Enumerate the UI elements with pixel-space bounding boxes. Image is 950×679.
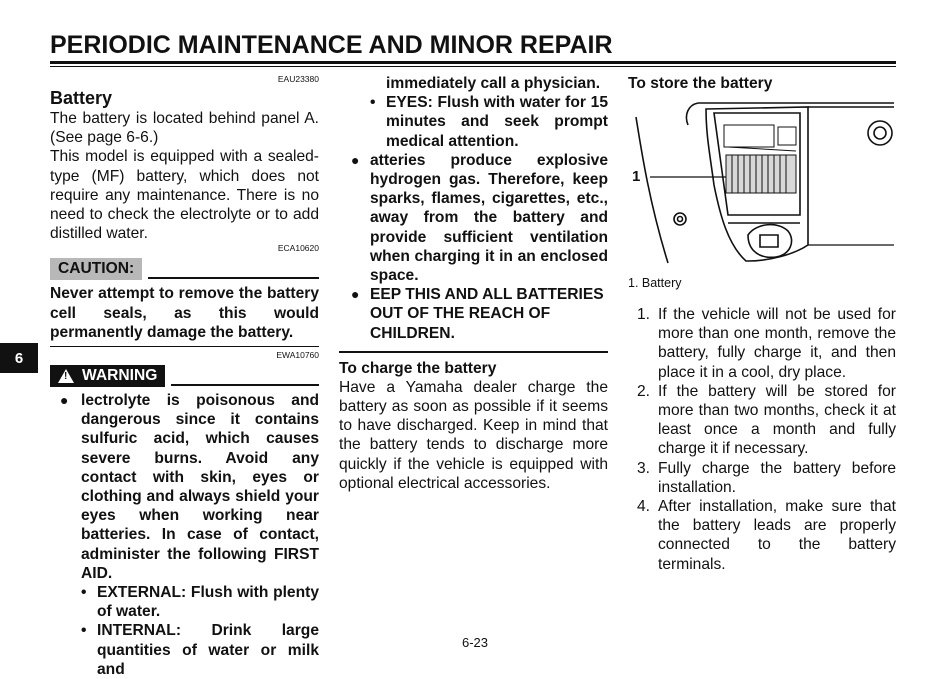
warning-rule [171,384,319,386]
first-aid-text: EYES: Flush with water for 15 minutes and seek prompt medical attention. [386,94,608,150]
storage-step [628,382,896,459]
bullet-dot-icon: • [81,584,87,602]
column-2 [339,74,608,493]
warning-bullet-hydrogen [339,151,608,285]
first-aid-internal-cont [339,74,608,93]
charge-heading: To charge the battery [339,359,497,377]
storage-step [628,305,896,382]
figure-caption: 1. Battery [628,276,682,290]
storage-step [628,459,896,497]
step-number: 2. [636,382,650,400]
bullet-dot-icon: • [370,94,376,112]
bullet-text: lectrolyte is poisonous and dangerous since it contains sulfuric acid, which causes severe burns. Avoid any contact with skin, eyes or clothing and always shield your eyes when working near batteries. In case of contact, administer the following FIRST AID. [81,392,319,582]
bullet-circle-icon: ● [351,151,360,168]
warning-triangle-icon [58,369,74,383]
step-text: Fully charge the battery before installation. [658,459,896,496]
battery-illustration [628,95,894,267]
caution-header [50,258,319,280]
store-heading: To store the battery [628,75,773,92]
first-aid-text: INTERNAL: Drink large quantities of water or milk and [97,622,319,678]
warning-symbol: ! [64,371,68,383]
first-aid-text: immediately call a physician. [386,75,601,92]
first-aid-external [50,583,319,621]
first-aid-eyes [339,93,608,151]
page-title: PERIODIC MAINTENANCE AND MINOR REPAIR [50,31,613,59]
step-number: 1. [636,306,650,323]
storage-steps [628,305,896,574]
warning-label-box [50,365,165,387]
header-rule-thin [50,66,896,67]
first-aid-text: EXTERNAL: Flush with plenty of water. [97,584,319,621]
step-number: 4. [636,498,650,516]
bullet-circle-icon: ● [60,392,69,409]
caution-label: CAUTION: [50,258,142,280]
caution-text: Never attempt to remove the battery cell seals, as this would permanently damage the battery. [50,285,319,341]
first-aid-internal [50,621,319,679]
warning-bullet-electrolyte [50,391,319,583]
chapter-tab: 6 [0,343,38,373]
step-text: After installation, make sure that the battery leads are properly connected to the battery terminals. [658,498,896,573]
bullet-text: atteries produce explosive hydrogen gas. Therefore, keep sparks, flames, cigarettes, etc., away from the battery and provide sufficient ventilation when charging it in an enclosed space. [370,151,608,285]
warning-bullet-children [339,285,608,343]
column-1 [50,74,319,679]
step-text: If the vehicle will not be used for more than one month, remove the battery, fully charge it, and then place it in a cool, dry place. [658,306,896,381]
caution-code: ECA10620 [277,243,319,254]
paragraph-location: The battery is located behind panel A. (See page 6-6.) [50,110,319,147]
caution-rule [148,277,319,279]
paragraph-mf-battery: This model is equipped with a sealed-type (MF) battery, which does not require any maintenance. There is no need to check the electrolyte or to add distilled water. [50,148,319,243]
battery-location-drawing [628,95,894,267]
warning-label: WARNING [82,367,158,385]
callout-number: 1 [632,168,641,185]
step-number: 3. [636,459,650,477]
step-text: If the battery will be stored for more than two months, check it at least once a month and fully charge it if necessary. [658,382,896,458]
page-header [50,30,896,67]
bullet-dot-icon: • [81,622,87,640]
storage-step [628,497,896,574]
column-3 [628,74,896,574]
bullet-circle-icon: ● [351,286,360,303]
header-rule-thick [50,61,896,64]
bullet-text: EEP THIS AND ALL BATTERIES OUT OF THE REACH OF CHILDREN. [370,286,604,342]
caution-end-rule [50,346,319,347]
page-number: 6-23 [461,635,489,650]
section-code: EAU23380 [277,74,319,84]
charge-text: Have a Yamaha dealer charge the battery as soon as possible if it seems to have discharged. Keep in mind that the battery tends to discharge more quickly if the vehicle is equipped with optional electrical accessories. [339,378,608,492]
section-heading: Battery [50,88,113,108]
warning-end-rule [339,351,608,353]
warning-header [50,365,319,387]
warning-code: EWA10760 [276,350,319,361]
